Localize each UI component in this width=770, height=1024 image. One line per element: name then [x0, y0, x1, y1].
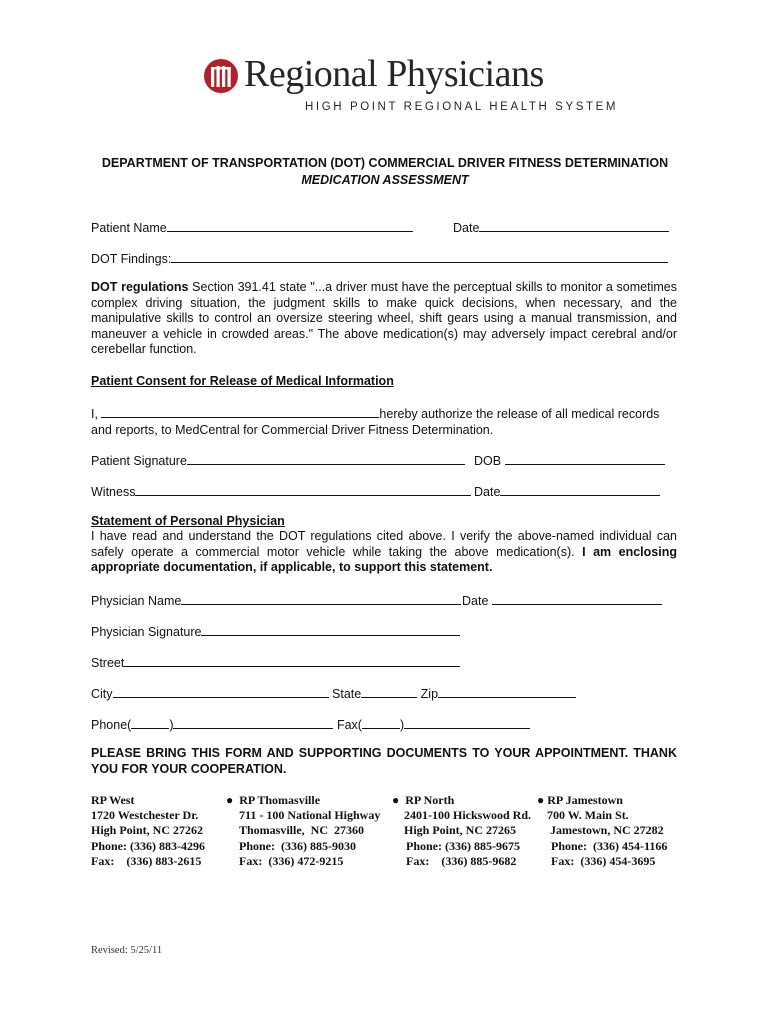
office-fax: Fax: (336) 454-3695 [551, 853, 656, 868]
fax-close: ) [399, 718, 405, 732]
witness-label: Witness [91, 485, 136, 499]
office-name: RP Jamestown [547, 793, 623, 807]
statement-body: I have read and understand the DOT regulations cited above. I verify the above-named individual can safely operate a commercial motor vehicle while taking the above medication(s). [91, 529, 677, 559]
fax-number-field[interactable] [404, 716, 530, 729]
form-subtitle: MEDICATION ASSESSMENT [301, 173, 469, 187]
physician-date-field[interactable] [492, 592, 662, 605]
fax-area-field[interactable] [362, 716, 400, 729]
phone-fax-row [91, 716, 530, 732]
office-phone: Phone: (336) 885-9030 [239, 838, 356, 853]
zip-field[interactable] [438, 685, 576, 698]
patient-name-label: Patient Name [91, 221, 167, 235]
office-rp-north [392, 793, 531, 869]
consent-i-label: I, [91, 407, 102, 421]
office-city: Jamestown, NC 27282 [550, 823, 664, 838]
patient-signature-label: Patient Signature [91, 454, 187, 468]
state-field[interactable] [361, 685, 417, 698]
bullet-icon: ● [537, 793, 545, 807]
dob-field[interactable] [505, 452, 665, 465]
office-name: RP Thomasville [239, 793, 321, 807]
office-address: 2401-100 Hickswood Rd. [404, 808, 532, 823]
physician-date-row [462, 592, 662, 608]
phone-area-field[interactable] [131, 716, 169, 729]
bullet-icon: ● [392, 793, 400, 807]
consent-name-field[interactable] [101, 405, 379, 418]
witness-row [91, 483, 471, 499]
phone-number-field[interactable] [173, 716, 333, 729]
office-fax: Fax: (336) 885-9682 [406, 853, 517, 868]
regional-physicians-logo-icon [203, 58, 241, 94]
phone-close: ) [169, 718, 174, 732]
office-name: RP West [91, 793, 135, 807]
patient-signature-row [91, 452, 465, 468]
appointment-notice: PLEASE BRING THIS FORM AND SUPPORTING DOCUMENTS TO YOUR APPOINTMENT. THANK YOU FOR YOUR COOPERATION. [91, 746, 677, 776]
street-field[interactable] [124, 654, 460, 667]
physician-name-row [91, 592, 461, 608]
patient-signature-field[interactable] [187, 452, 465, 465]
date-field[interactable] [479, 219, 669, 232]
consent-paragraph [91, 405, 677, 438]
office-city: Thomasville, NC 27360 [239, 823, 365, 838]
consent-text-line2: and reports, to MedCentral for Commercial Driver Fitness Determination. [91, 422, 494, 437]
office-city: High Point, NC 27265 [404, 823, 517, 838]
physician-signature-label: Physician Signature [91, 625, 202, 639]
dot-regulations-paragraph [91, 280, 677, 358]
witness-date-field[interactable] [500, 483, 660, 496]
office-address: 700 W. Main St. [547, 808, 629, 823]
statement-paragraph [91, 529, 677, 576]
date-row [453, 219, 669, 235]
dob-row [474, 452, 665, 468]
office-address: 711 - 100 National Highway [239, 808, 381, 823]
physician-name-field[interactable] [181, 592, 461, 605]
dot-regulations-lead: DOT regulations [91, 280, 189, 294]
dot-regulations-body: Section 391.41 state "...a driver must have the perceptual skills to monitor a sometimes complex driving situation, the judgment skills to make quick decisions, when necessary, and the manipulative skills to control an oversize steering wheel, shift gears using a manual transmission, and maneuver a vehicle in crowded areas." The above medication(s) may adversely impact cerebral and/or cerebellar function. [91, 280, 677, 357]
office-phone: Phone: (336) 885-9675 [406, 838, 520, 853]
witness-date-label: Date [474, 485, 501, 499]
dot-findings-field[interactable] [171, 250, 668, 263]
form-title: DEPARTMENT OF TRANSPORTATION (DOT) COMMERCIAL DRIVER FITNESS DETERMINATION [101, 156, 669, 170]
logo-subtitle: HIGH POINT REGIONAL HEALTH SYSTEM [305, 101, 619, 113]
office-name: RP North [405, 793, 455, 807]
dot-findings-row [91, 250, 668, 266]
office-rp-thomasville [226, 793, 380, 869]
city-state-zip-row [91, 685, 576, 701]
city-label: City [91, 687, 113, 701]
bullet-icon: ● [226, 793, 234, 807]
patient-name-field[interactable] [167, 219, 413, 232]
street-label: Street [91, 656, 125, 670]
state-label: State [328, 687, 362, 701]
street-row [91, 654, 460, 670]
office-city: High Point, NC 27262 [91, 823, 204, 838]
city-field[interactable] [113, 685, 329, 698]
patient-name-row [91, 219, 413, 235]
phone-label: Phone( [91, 718, 132, 732]
fax-label: Fax( [333, 718, 362, 732]
consent-text: hereby authorize the release of all medical records [379, 407, 660, 421]
consent-heading: Patient Consent for Release of Medical Information [91, 374, 394, 388]
witness-field[interactable] [135, 483, 471, 496]
physician-date-label: Date [462, 594, 492, 608]
witness-date-row [474, 483, 660, 499]
date-label: Date [453, 221, 480, 235]
office-phone: Phone: (336) 454-1166 [551, 838, 668, 853]
office-fax: Fax: (336) 883-2615 [91, 853, 202, 868]
statement-heading: Statement of Personal Physician [91, 514, 285, 528]
office-address: 1720 Westchester Dr. [91, 808, 199, 823]
dob-label: DOB [474, 454, 505, 468]
office-rp-west [91, 793, 205, 869]
physician-signature-row [91, 623, 460, 639]
office-fax: Fax: (336) 472-9215 [239, 853, 344, 868]
office-rp-jamestown [537, 793, 667, 869]
dot-findings-label: DOT Findings: [91, 252, 172, 266]
office-phone: Phone: (336) 883-4296 [91, 838, 205, 853]
revised-date: Revised: 5/25/11 [91, 945, 163, 956]
statement-bold: I am enclosing appropriate documentation, if applicable, to support this statement. [91, 544, 677, 575]
logo-wordmark: Regional Physicians [244, 53, 544, 95]
physician-signature-field[interactable] [201, 623, 460, 636]
zip-label: Zip [417, 687, 439, 701]
physician-name-label: Physician Name [91, 594, 182, 608]
